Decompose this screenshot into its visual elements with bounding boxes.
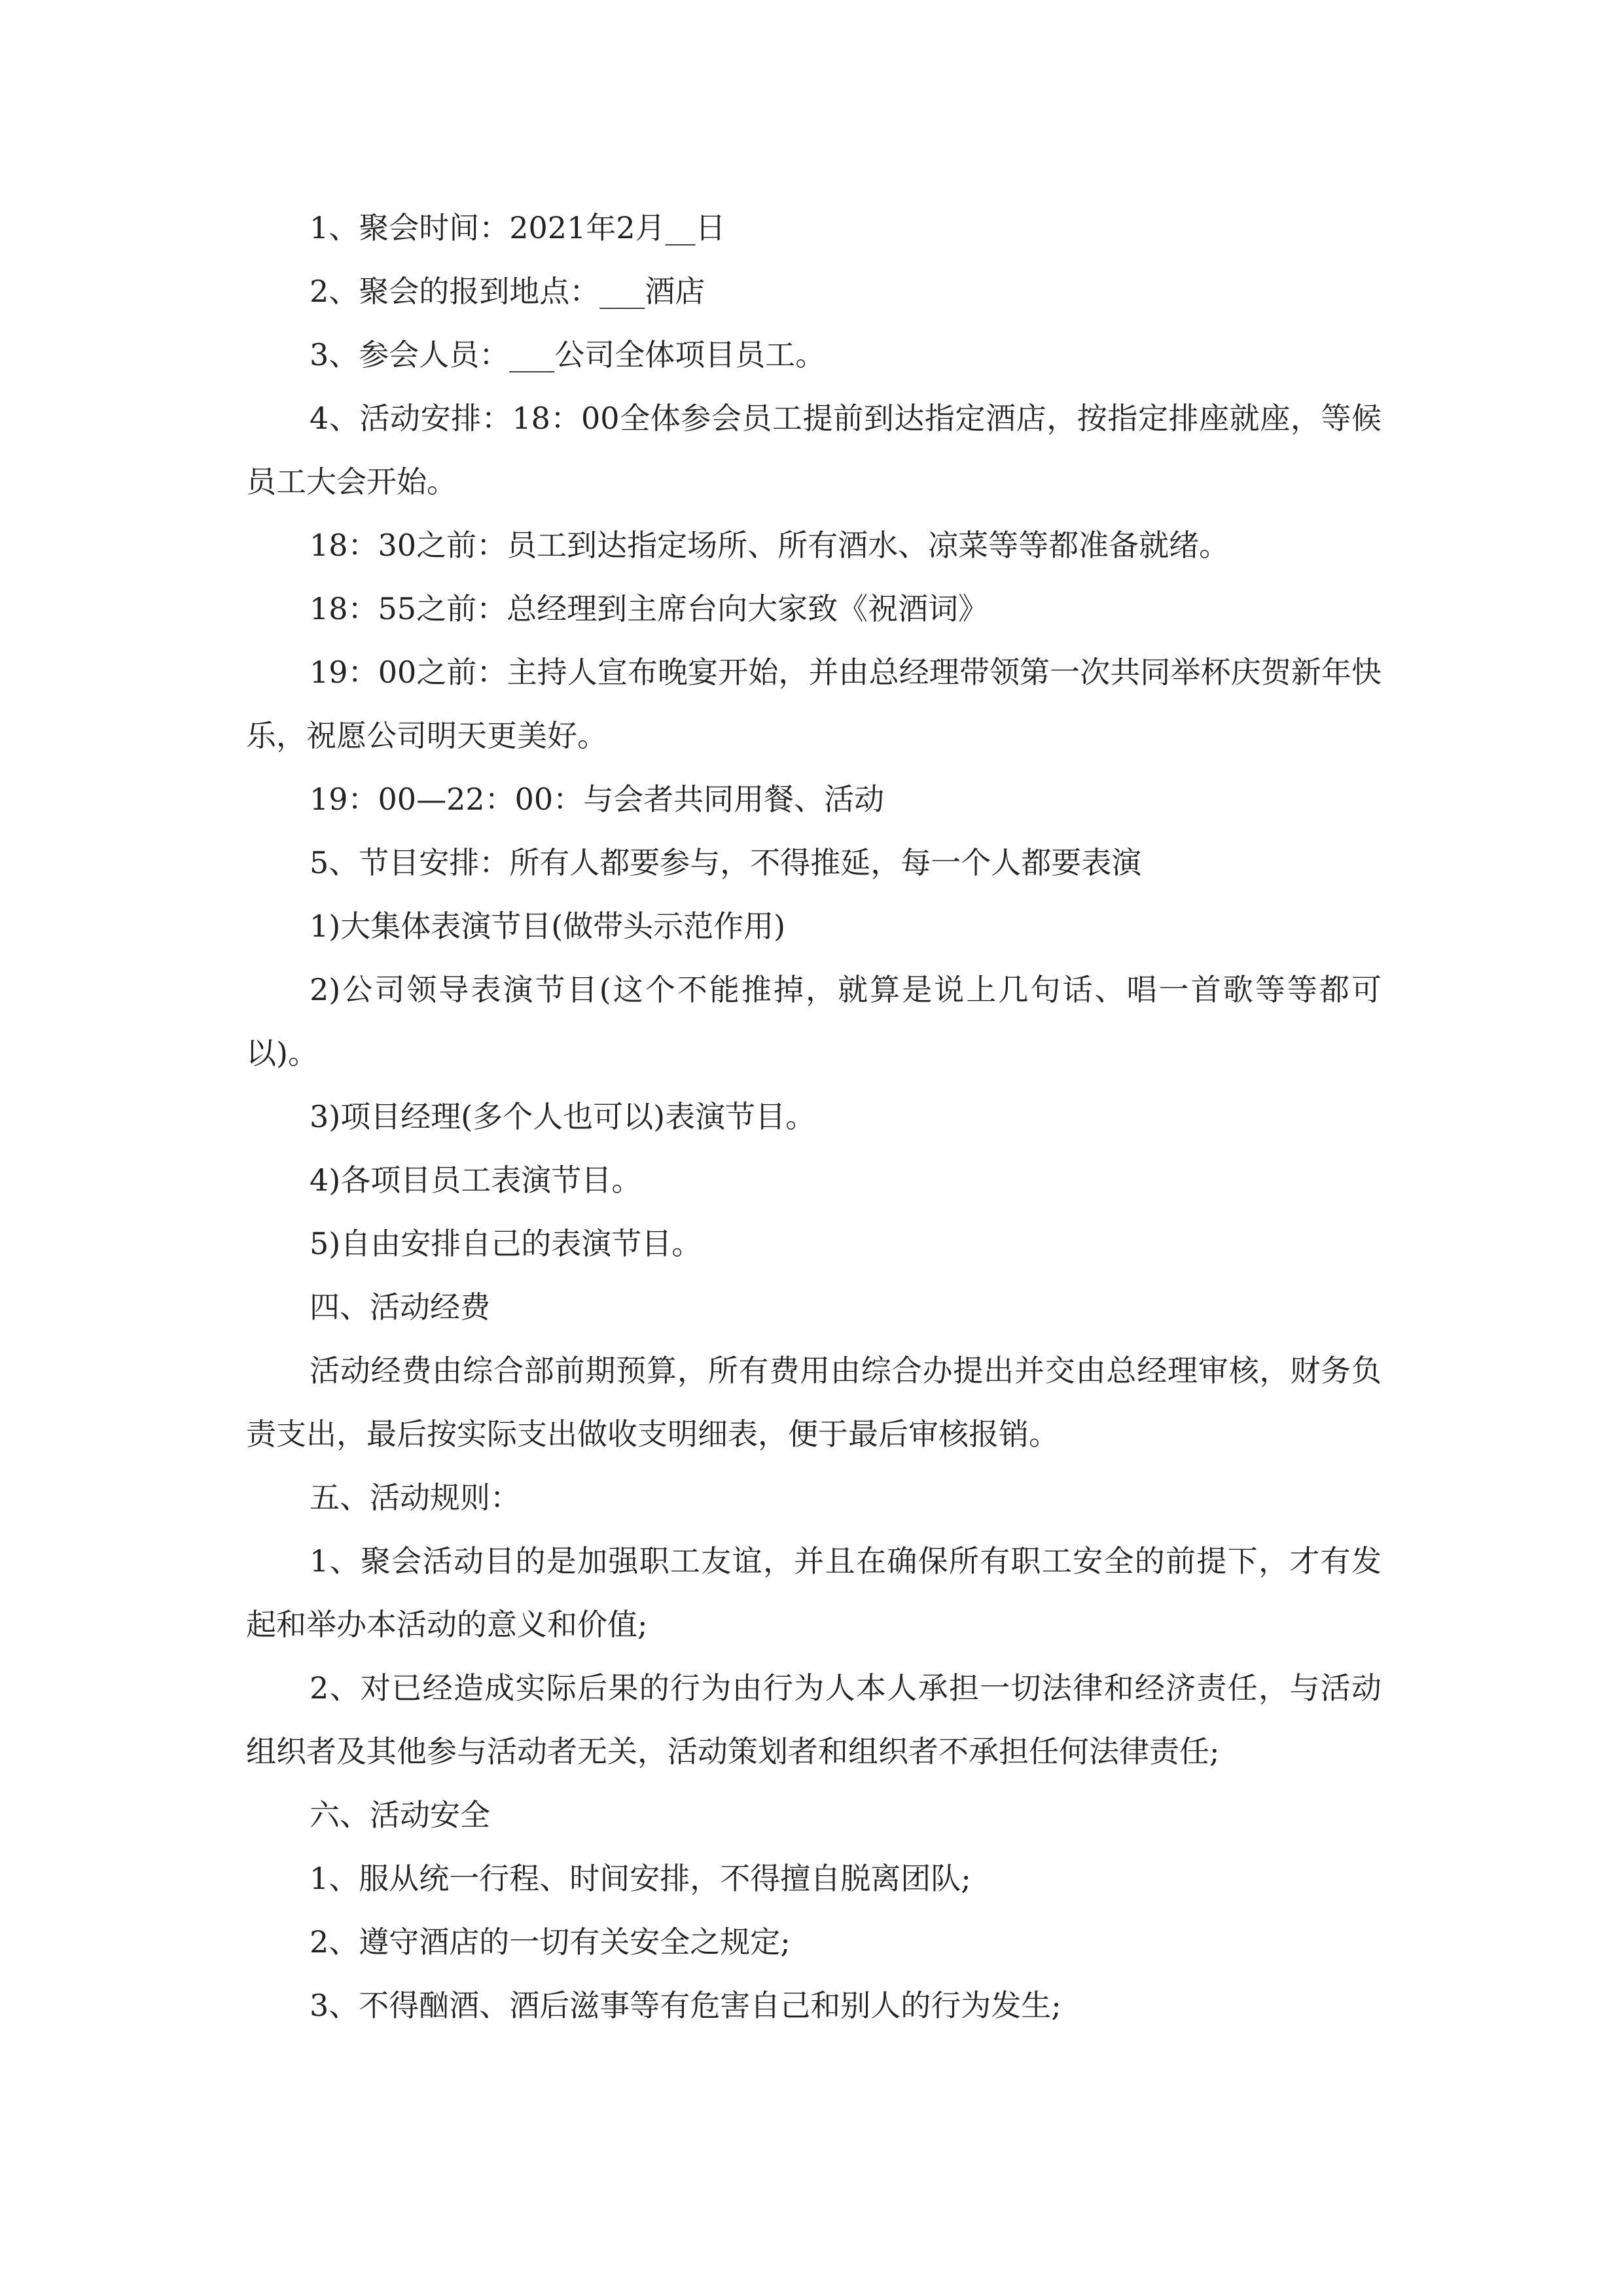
paragraph-program-item-4: 4)各项目员工表演节目。 [310, 1162, 642, 1198]
heading-activity-safety: 六、活动安全 [310, 1797, 490, 1833]
paragraph-rule-1: 1、聚会活动目的是加强职工友谊，并且在确保所有职工安全的前提下，才有发起和举办本活动的意义和价值; [246, 1543, 1382, 1642]
paragraph-program-item-3: 3)项目经理(多个人也可以)表演节目。 [310, 1099, 816, 1134]
paragraph-program-item-5: 5)自由安排自己的表演节目。 [310, 1226, 702, 1261]
paragraph-meeting-location: 2、聚会的报到地点：___酒店 [310, 274, 705, 309]
document-body [246, 196, 1382, 2037]
heading-activity-rules: 五、活动规则： [310, 1480, 520, 1515]
paragraph-program-item-1: 1)大集体表演节目(做带头示范作用) [310, 908, 786, 944]
paragraph-meeting-time: 1、聚会时间：2021年2月__日 [310, 210, 726, 245]
paragraph-activity-funds: 活动经费由综合部前期预算，所有费用由综合办提出并交由总经理审核，财务负责支出，最后按实际支出做收支明细表，便于最后审核报销。 [246, 1353, 1382, 1452]
paragraph-schedule-1900: 19：00之前：主持人宣布晚宴开始，并由总经理带领第一次共同举杯庆贺新年快乐，祝愿公司明天更美好。 [246, 655, 1382, 753]
paragraph-participants: 3、参会人员：___公司全体项目员工。 [310, 337, 826, 372]
paragraph-rule-2: 2、对已经造成实际后果的行为由行为人本人承担一切法律和经济责任，与活动组织者及其他参与活动者无关，活动策划者和组织者不承担任何法律责任; [246, 1670, 1382, 1769]
paragraph-schedule-1830: 18：30之前：员工到达指定场所、所有酒水、凉菜等等都准备就绪。 [310, 528, 1230, 563]
paragraph-program-arrangement: 5、节目安排：所有人都要参与，不得推延，每一个人都要表演 [310, 845, 1142, 880]
paragraph-activity-schedule: 4、活动安排：18：00全体参会员工提前到达指定酒店，按指定排座就座，等候员工大会开始。 [246, 401, 1382, 499]
paragraph-safety-2: 2、遵守酒店的一切有关安全之规定; [310, 1924, 791, 1960]
paragraph-schedule-1900-2200: 19：00—22：00：与会者共同用餐、活动 [310, 781, 885, 817]
paragraph-safety-1: 1、服从统一行程、时间安排，不得擅自脱离团队; [310, 1861, 971, 1896]
heading-activity-funds: 四、活动经费 [310, 1289, 490, 1325]
paragraph-schedule-1855: 18：55之前：总经理到主席台向大家致《祝酒词》 [310, 591, 989, 626]
paragraph-program-item-2: 2)公司领导表演节目(这个不能推掉，就算是说上几句话、唱一首歌等等都可以)。 [246, 972, 1382, 1071]
paragraph-safety-3: 3、不得酗酒、酒后滋事等有危害自己和别人的行为发生; [310, 1988, 1061, 2023]
